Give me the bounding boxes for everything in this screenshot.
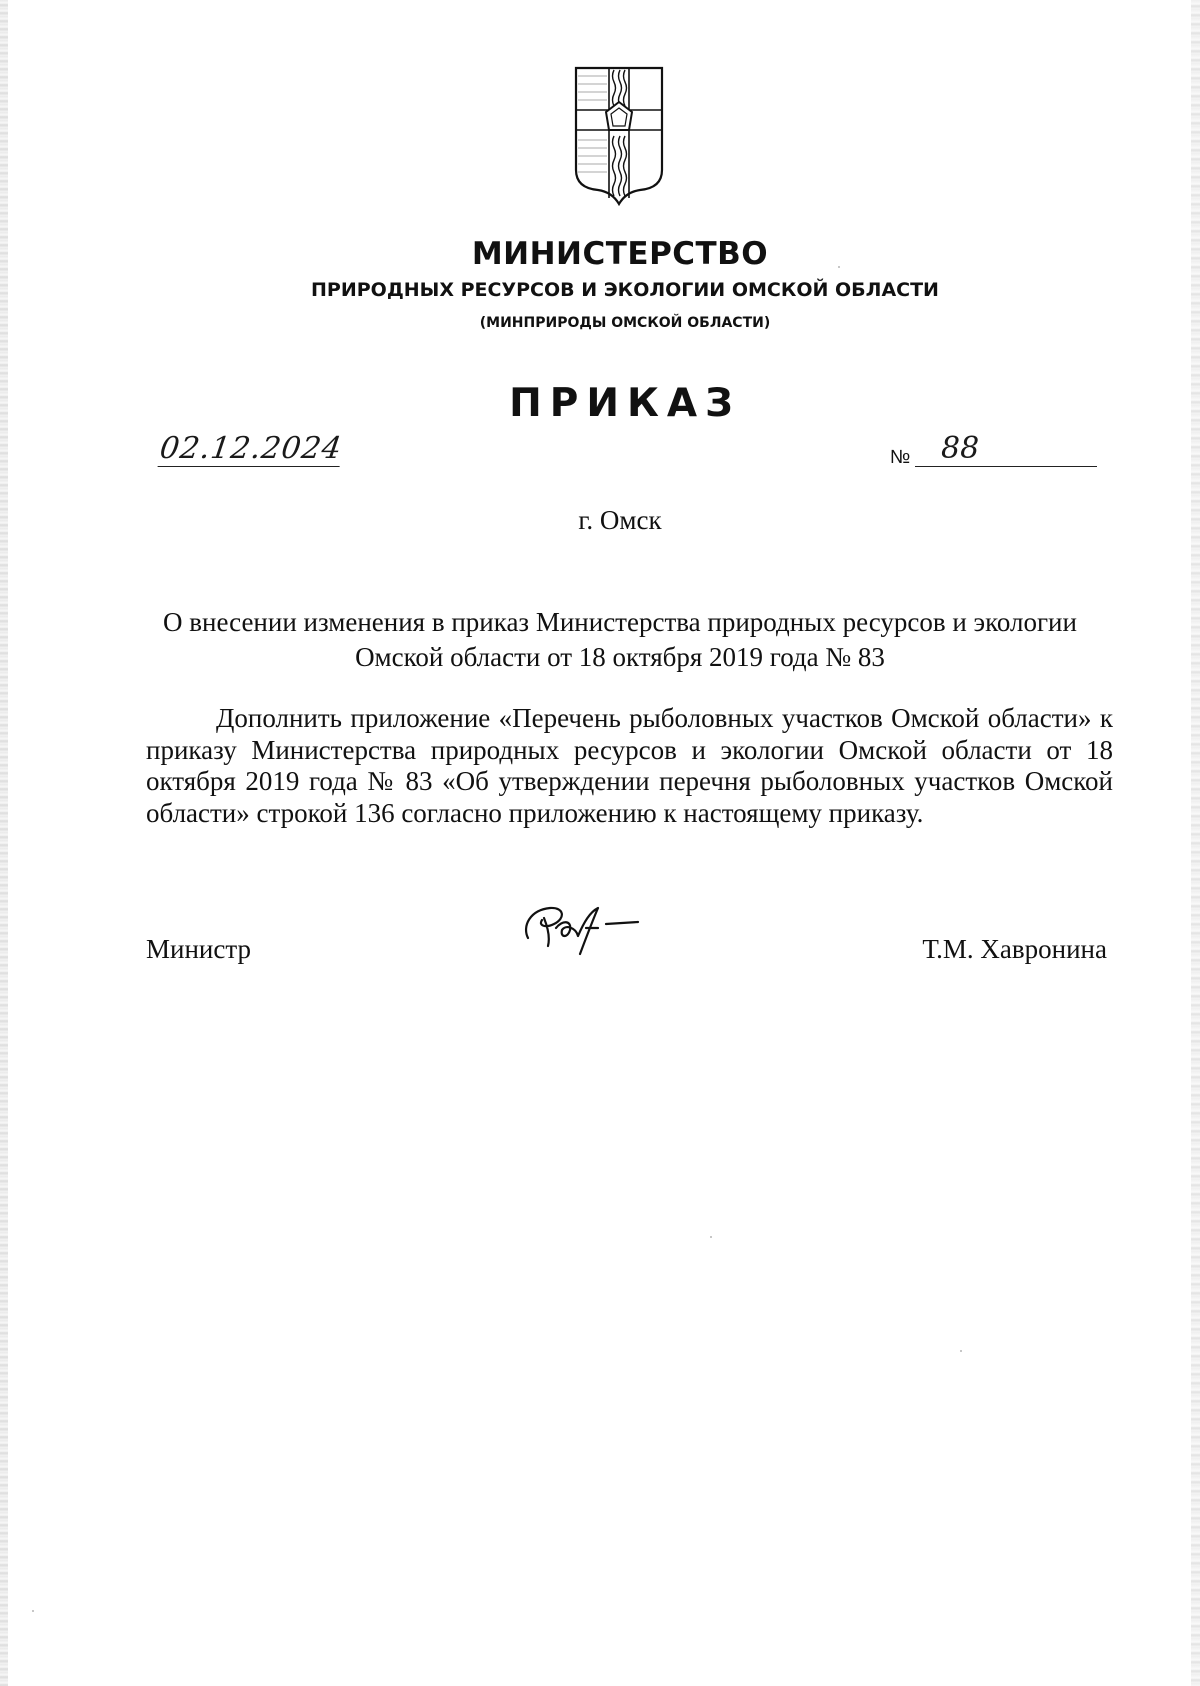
signer-name: Т.М. Хавронина	[922, 934, 1107, 964]
document-number-label: №	[890, 447, 911, 468]
ministry-title: МИНИСТЕРСТВО	[471, 236, 769, 272]
scan-speck	[960, 1350, 962, 1352]
document-type-title: ПРИКАЗ	[509, 381, 741, 426]
document-date: 02.12.2024	[157, 431, 345, 466]
scan-speck	[838, 266, 840, 268]
ministry-short-name: (МИНПРИРОДЫ ОМСКОЙ ОБЛАСТИ)	[479, 315, 771, 331]
scan-speck	[710, 1236, 712, 1238]
signer-title: Министр	[146, 934, 251, 964]
document-body: Дополнить приложение «Перечень рыболовных участков Омской области» к приказу Министерства природных ресурсов и экологии Омской области от 18 октября 2019 года № 83 «Об утверждении перечня рыболовных участков Омской области» строкой 136 согласно приложению к настоящему приказу.	[146, 703, 1113, 828]
handwritten-signature-icon	[520, 898, 670, 958]
document-heading: О внесении изменения в приказ Министерства природных ресурсов и экологии Омской области от 18 октября 2019 года № 83	[163, 607, 1077, 672]
document-number: 88	[915, 432, 1097, 467]
ministry-subtitle: ПРИРОДНЫХ РЕСУРСОВ И ЭКОЛОГИИ ОМСКОЙ ОБЛАСТИ	[311, 279, 939, 301]
scan-speck	[32, 1610, 34, 1612]
omsk-region-coat-of-arms-icon	[574, 66, 664, 206]
document-city: г. Омск	[578, 505, 662, 535]
